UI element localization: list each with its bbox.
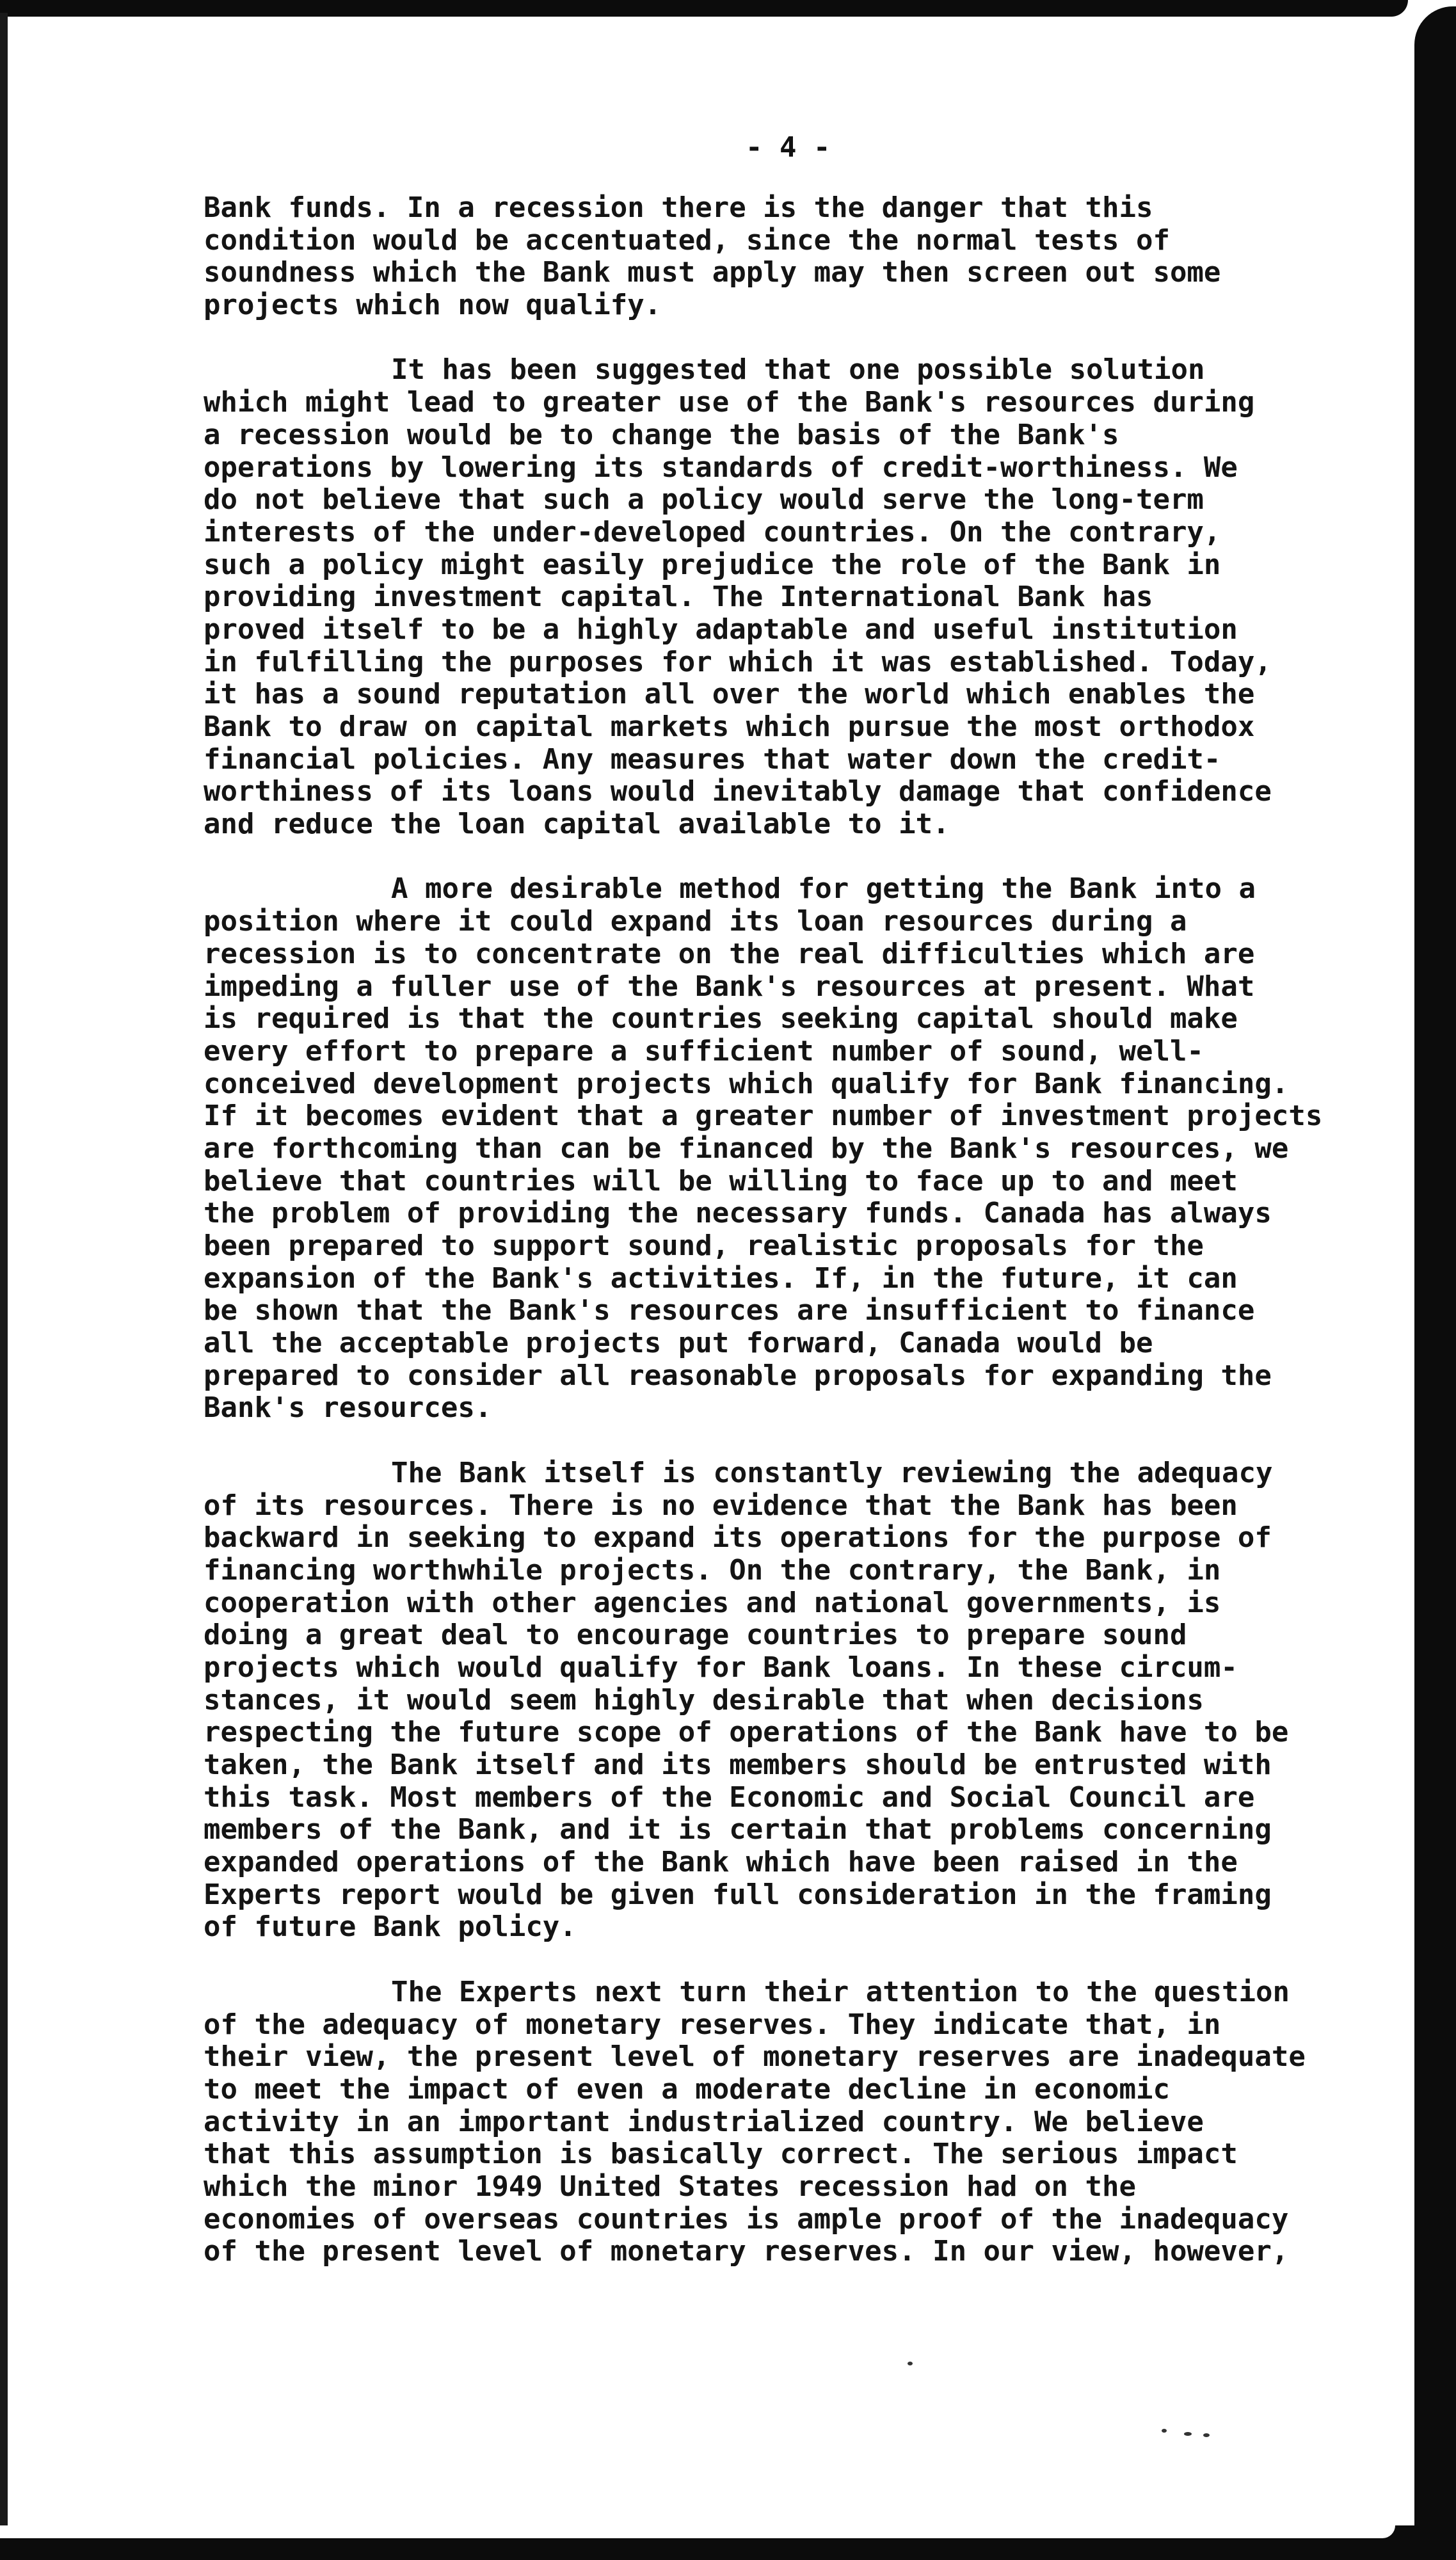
- text-line: doing a great deal to encourage countries to prepare sound: [204, 1619, 1187, 1652]
- page-edge-bottom-curl: [0, 2525, 1395, 2538]
- scan-speck: [1162, 2429, 1167, 2433]
- text-line: it has a sound reputation all over the world which enables the: [204, 678, 1255, 711]
- text-line: a recession would be to change the basis of the Bank's: [204, 418, 1119, 451]
- text-line: is required is that the countries seeking capital should make: [204, 1002, 1238, 1036]
- document-body: [204, 192, 1423, 2301]
- text-line: If it becomes evident that a greater number of investment projects: [204, 1100, 1323, 1133]
- text-line: Bank to draw on capital markets which pursue the most orthodox: [204, 710, 1255, 743]
- text-line: The Bank itself is constantly reviewing the adequacy: [391, 1456, 1273, 1489]
- text-line: cooperation with other agencies and national governments, is: [204, 1586, 1221, 1619]
- text-line: be shown that the Bank's resources are insufficient to finance: [204, 1294, 1255, 1327]
- text-line: that this assumption is basically correct. The serious impact: [204, 2138, 1238, 2171]
- text-line: operations by lowering its standards of credit-worthiness. We: [204, 451, 1238, 484]
- text-line: to meet the impact of even a moderate decline in economic: [204, 2072, 1170, 2106]
- text-line: conceived development projects which qualify for Bank financing.: [204, 1067, 1289, 1100]
- text-line: respecting the future scope of operations of the Bank have to be: [204, 1716, 1289, 1749]
- text-line: members of the Bank, and it is certain that problems concerning: [204, 1813, 1272, 1846]
- text-line: are forthcoming than can be financed by the Bank's resources, we: [204, 1132, 1289, 1165]
- text-line: interests of the under-developed countries. On the contrary,: [204, 515, 1221, 548]
- page-edge-top: [0, 0, 1408, 17]
- text-line: backward in seeking to expand its operations for the purpose of: [204, 1521, 1272, 1555]
- text-line: economies of overseas countries is ample proof of the inadequacy: [204, 2202, 1289, 2236]
- text-line: Experts report would be given full consideration in the framing: [204, 1878, 1272, 1911]
- text-line: recession is to concentrate on the real difficulties which are: [204, 937, 1255, 970]
- text-line: worthiness of its loans would inevitably damage that confidence: [204, 775, 1272, 808]
- text-line: financing worthwhile projects. On the contrary, the Bank, in: [204, 1553, 1221, 1587]
- text-line: expansion of the Bank's activities. If, in the future, it can: [204, 1261, 1238, 1295]
- text-line: stances, it would seem highly desirable that when decisions: [204, 1683, 1204, 1716]
- paragraph: [204, 354, 1423, 840]
- text-line: projects which now qualify.: [204, 289, 662, 322]
- text-line: providing investment capital. The International Bank has: [204, 580, 1153, 614]
- text-line: such a policy might easily prejudice the role of the Bank in: [204, 548, 1221, 581]
- scan-speck: [1184, 2432, 1192, 2436]
- text-line: of future Bank policy.: [204, 1910, 577, 1944]
- text-line: of its resources. There is no evidence that the Bank has been: [204, 1489, 1238, 1522]
- text-line: and reduce the loan capital available to it.: [204, 808, 950, 841]
- text-line: position where it could expand its loan resources during a: [204, 905, 1187, 938]
- text-line: condition would be accentuated, since the normal tests of: [204, 223, 1170, 257]
- text-line: Bank's resources.: [204, 1391, 492, 1425]
- page-number: - 4 -: [746, 131, 831, 164]
- text-line: all the acceptable projects put forward, Canada would be: [204, 1327, 1153, 1360]
- text-line: Bank funds. In a recession there is the danger that this: [204, 191, 1153, 224]
- text-line: taken, the Bank itself and its members should be entrusted with: [204, 1748, 1272, 1781]
- text-line: A more desirable method for getting the Bank into a: [391, 872, 1256, 906]
- paragraph: [204, 192, 1423, 322]
- text-line: The Experts next turn their attention to the question: [391, 1975, 1290, 2008]
- paragraph: [204, 873, 1423, 1425]
- text-line: It has been suggested that one possible solution: [391, 353, 1205, 387]
- text-line: financial policies. Any measures that water down the credit-: [204, 742, 1221, 776]
- text-line: the problem of providing the necessary funds. Canada has always: [204, 1197, 1272, 1230]
- text-line: projects which would qualify for Bank loans. In these circum-: [204, 1651, 1238, 1684]
- text-line: in fulfilling the purposes for which it was established. Today,: [204, 645, 1272, 678]
- page-edge-left: [0, 13, 8, 2528]
- text-line: of the adequacy of monetary reserves. They indicate that, in: [204, 2008, 1221, 2041]
- text-line: their view, the present level of monetary reserves are inadequate: [204, 2040, 1306, 2074]
- scan-speck: [908, 2362, 913, 2365]
- text-line: been prepared to support sound, realistic proposals for the: [204, 1229, 1204, 1262]
- text-line: expanded operations of the Bank which have been raised in the: [204, 1846, 1238, 1879]
- text-line: proved itself to be a highly adaptable and useful institution: [204, 612, 1238, 646]
- text-line: which the minor 1949 United States recession had on the: [204, 2170, 1136, 2203]
- text-line: do not believe that such a policy would serve the long-term: [204, 483, 1204, 516]
- paragraph: [204, 1976, 1423, 2268]
- text-line: this task. Most members of the Economic and Social Council are: [204, 1780, 1255, 1814]
- text-line: prepared to consider all reasonable proposals for expanding the: [204, 1359, 1272, 1392]
- text-line: of the present level of monetary reserves. In our view, however,: [204, 2235, 1289, 2268]
- text-line: believe that countries will be willing to face up to and meet: [204, 1164, 1238, 1197]
- scan-speck: [1203, 2433, 1210, 2437]
- paragraph: [204, 1457, 1423, 1944]
- text-line: impeding a fuller use of the Bank's resources at present. What: [204, 970, 1255, 1003]
- text-line: every effort to prepare a sufficient number of sound, well-: [204, 1034, 1204, 1068]
- text-line: soundness which the Bank must apply may then screen out some: [204, 256, 1221, 289]
- text-line: activity in an important industrialized country. We believe: [204, 2105, 1204, 2138]
- text-line: which might lead to greater use of the Bank's resources during: [204, 386, 1255, 419]
